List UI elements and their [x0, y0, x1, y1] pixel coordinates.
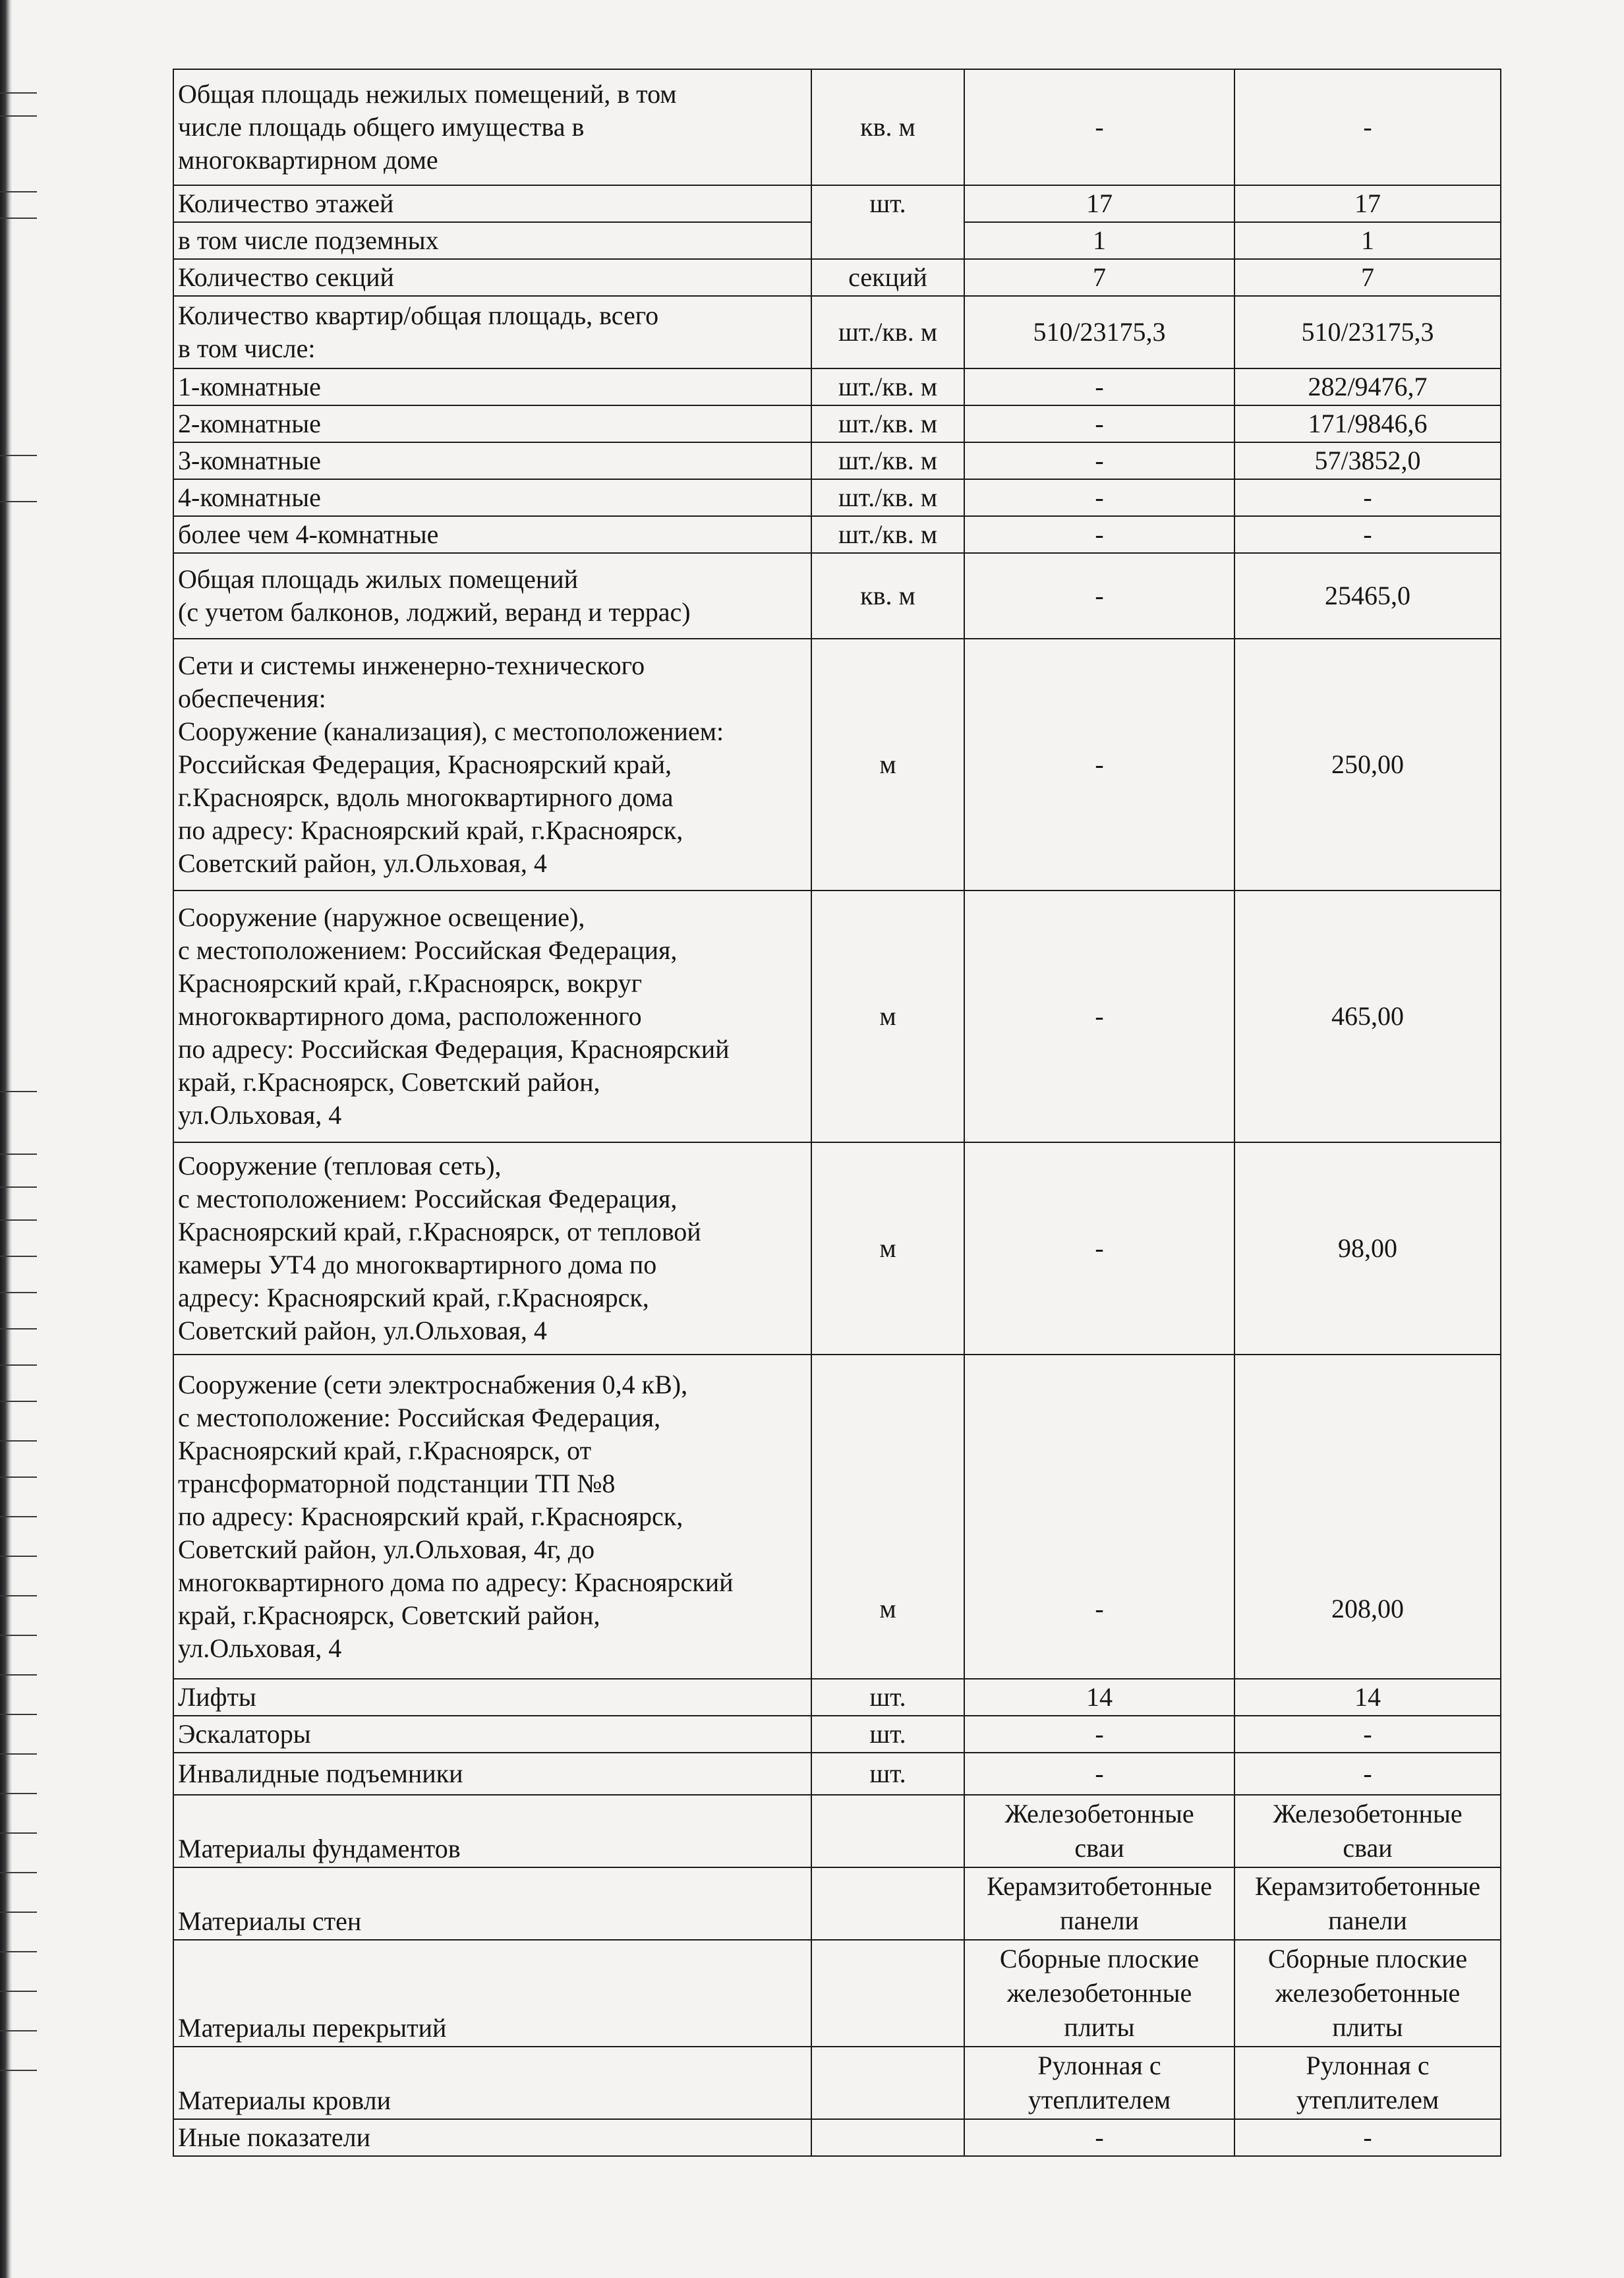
fact-value: - [1234, 1716, 1501, 1753]
plan-value: 17 [964, 185, 1234, 222]
plan-value: 14 [964, 1679, 1234, 1716]
plan-value: - [964, 405, 1234, 442]
plan-value: 1 [964, 222, 1234, 259]
unit-cell: шт./кв. м [811, 479, 964, 516]
unit-cell: шт./кв. м [811, 516, 964, 553]
plan-value: Рулонная с утеплителем [964, 2047, 1234, 2119]
plan-value: - [964, 891, 1234, 1142]
table-row [173, 296, 1501, 368]
fact-value: 171/9846,6 [1234, 405, 1501, 442]
table-row [173, 368, 1501, 405]
indicator-name: более чем 4-комнатные [173, 516, 811, 553]
unit-cell: шт. [811, 1679, 964, 1716]
unit-cell: шт. [811, 1716, 964, 1753]
plan-value: - [964, 516, 1234, 553]
fact-value: Железобетонные сваи [1234, 1795, 1501, 1867]
plan-value: - [964, 553, 1234, 639]
fact-value: 25465,0 [1234, 553, 1501, 639]
table-row [173, 1753, 1501, 1795]
indicator-name: Общая площадь жилых помещений (с учетом балконов, лоджий, веранд и террас) [173, 553, 811, 639]
table-row [173, 891, 1501, 1142]
plan-value: - [964, 479, 1234, 516]
fact-value: Керамзитобетонные панели [1234, 1867, 1501, 1940]
table-row [173, 2119, 1501, 2156]
fact-value: 510/23175,3 [1234, 296, 1501, 368]
fact-value: 14 [1234, 1679, 1501, 1716]
indicator-name: Инвалидные подъемники [173, 1753, 811, 1795]
unit-cell [811, 1940, 964, 2047]
unit-cell: шт. [811, 185, 964, 259]
table-row [173, 185, 1501, 222]
table-row [173, 1142, 1501, 1355]
plan-value: - [964, 1753, 1234, 1795]
unit-cell: кв. м [811, 69, 964, 185]
indicator-name: Материалы фундаментов [173, 1795, 811, 1867]
indicator-name: Сооружение (наружное освещение), с местоположением: Российская Федерация, Красноярский край, г.Красноярск, вокруг многоквартирного дома, расположенного по адресу: Российская Федерация, Красноярский край, г.Красноярск, Советский район, ул.Ольховая, 4 [173, 891, 811, 1142]
table-row [173, 405, 1501, 442]
fact-value: 57/3852,0 [1234, 442, 1501, 479]
fact-value: Сборные плоские железобетонные плиты [1234, 1940, 1501, 2047]
unit-cell: м [811, 1142, 964, 1355]
unit-cell: м [811, 891, 964, 1142]
table-row [173, 516, 1501, 553]
plan-value: - [964, 1716, 1234, 1753]
unit-cell: шт. [811, 1753, 964, 1795]
table-row [173, 2047, 1501, 2119]
indicator-name: Эскалаторы [173, 1716, 811, 1753]
plan-value: - [964, 442, 1234, 479]
plan-value: Сборные плоские железобетонные плиты [964, 1940, 1234, 2047]
plan-value: - [964, 1355, 1234, 1679]
plan-value: - [964, 69, 1234, 185]
indicator-name: Количество квартир/общая площадь, всего в том числе: [173, 296, 811, 368]
indicator-name: Количество этажей [173, 185, 811, 222]
table-row [173, 1795, 1501, 1867]
indicator-name: 2-комнатные [173, 405, 811, 442]
plan-value: 7 [964, 259, 1234, 296]
plan-value: - [964, 639, 1234, 891]
indicator-name: 1-комнатные [173, 368, 811, 405]
table-row [173, 639, 1501, 891]
fact-value: - [1234, 516, 1501, 553]
table-row [173, 1867, 1501, 1940]
fact-value: 1 [1234, 222, 1501, 259]
plan-value: Керамзитобетонные панели [964, 1867, 1234, 1940]
indicator-name: Сети и системы инженерно-технического обеспечения: Сооружение (канализация), с местоположением: Российская Федерация, Красноярский край, г.Красноярск, вдоль многоквартирного дома по адресу: Красноярский край, г.Красноярск, Советский район, ул.Ольховая, 4 [173, 639, 811, 891]
plan-value: 510/23175,3 [964, 296, 1234, 368]
table-row [173, 1679, 1501, 1716]
document-page [173, 69, 1500, 2157]
table-row [173, 69, 1501, 185]
previous-page-margin-lines [0, 0, 40, 2278]
fact-value: - [1234, 2119, 1501, 2156]
indicator-name: Материалы стен [173, 1867, 811, 1940]
fact-value: 465,00 [1234, 891, 1501, 1142]
table-row [173, 1355, 1501, 1679]
fact-value: 208,00 [1234, 1355, 1501, 1679]
plan-value: - [964, 1142, 1234, 1355]
table-row [173, 479, 1501, 516]
unit-cell: м [811, 1355, 964, 1679]
table-row [173, 1716, 1501, 1753]
unit-cell: шт./кв. м [811, 296, 964, 368]
indicator-name: Материалы перекрытий [173, 1940, 811, 2047]
indicator-name: Сооружение (сети электроснабжения 0,4 кВ), с местоположение: Российская Федерация, Красноярский край, г.Красноярск, от трансформаторной подстанции ТП №8 по адресу: Красноярский край, г.Красноярск, Советский район, ул.Ольховая, 4г, до многоквартирного дома по адресу: Красноярский край, г.Красноярск, Советский район, ул.Ольховая, 4 [173, 1355, 811, 1679]
indicator-name: Лифты [173, 1679, 811, 1716]
indicator-name: в том числе подземных [173, 222, 811, 259]
table-row [173, 442, 1501, 479]
table-row [173, 553, 1501, 639]
fact-value: - [1234, 69, 1501, 185]
fact-value: - [1234, 479, 1501, 516]
indicator-name: 4-комнатные [173, 479, 811, 516]
unit-cell: шт./кв. м [811, 442, 964, 479]
indicator-name: 3-комнатные [173, 442, 811, 479]
indicator-name: Сооружение (тепловая сеть), с местоположением: Российская Федерация, Красноярский край, г.Красноярск, от тепловой камеры УТ4 до многоквартирного дома по адресу: Красноярский край, г.Красноярск, Советский район, ул.Ольховая, 4 [173, 1142, 811, 1355]
table-row [173, 259, 1501, 296]
unit-cell [811, 2047, 964, 2119]
fact-value: 250,00 [1234, 639, 1501, 891]
table-row [173, 1940, 1501, 2047]
indicator-name: Количество секций [173, 259, 811, 296]
unit-cell [811, 2119, 964, 2156]
indicator-name: Материалы кровли [173, 2047, 811, 2119]
unit-cell: м [811, 639, 964, 891]
unit-cell: шт./кв. м [811, 368, 964, 405]
fact-value: Рулонная с утеплителем [1234, 2047, 1501, 2119]
unit-cell [811, 1867, 964, 1940]
unit-cell: кв. м [811, 553, 964, 639]
fact-value: 282/9476,7 [1234, 368, 1501, 405]
plan-value: Железобетонные сваи [964, 1795, 1234, 1867]
unit-cell [811, 1795, 964, 1867]
plan-value: - [964, 368, 1234, 405]
fact-value: 17 [1234, 185, 1501, 222]
building-indicators-table [173, 69, 1501, 2157]
fact-value: 7 [1234, 259, 1501, 296]
unit-cell: шт./кв. м [811, 405, 964, 442]
fact-value: - [1234, 1753, 1501, 1795]
indicator-name: Общая площадь нежилых помещений, в том числе площадь общего имущества в многоквартирном доме [173, 69, 811, 185]
fact-value: 98,00 [1234, 1142, 1501, 1355]
indicator-name: Иные показатели [173, 2119, 811, 2156]
plan-value: - [964, 2119, 1234, 2156]
unit-cell: секций [811, 259, 964, 296]
